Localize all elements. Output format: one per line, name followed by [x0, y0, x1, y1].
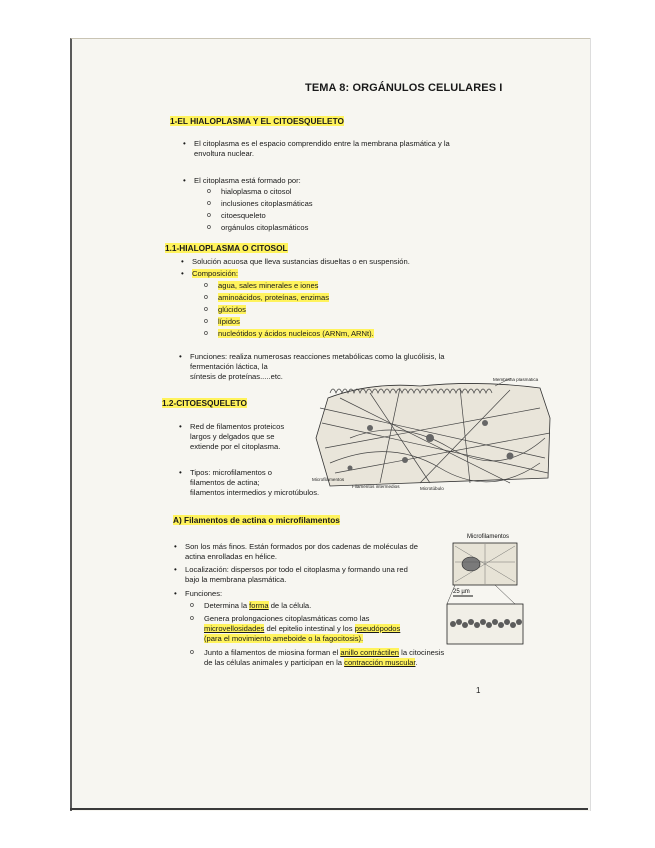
section-a-bullet-2: • Localización: dispersos por todo el citoplasma y formando una red bajo la membrana plasmática.	[185, 565, 408, 585]
page-number: 1	[476, 686, 481, 695]
list-item: o hialoplasma o citosol	[221, 187, 292, 197]
section-1-1-bullet-2: • Composición:	[192, 269, 238, 279]
section-1-2-heading: 1.2-CITOESQUELETO	[162, 398, 247, 408]
list-item: o agua, sales minerales e iones	[218, 281, 318, 291]
intermediate-filament-label: Filamentos intermedios	[352, 484, 400, 489]
function-item-1: o Determina la forma de la célula.	[204, 601, 311, 611]
list-item: o citoesqueleto	[221, 211, 266, 221]
section-1-1-heading: 1.1-HIALOPLASMA O CITOSOL	[165, 243, 288, 253]
scale-label: 25 µm	[453, 589, 470, 595]
figure-title: Microfilamentos	[467, 534, 510, 540]
membrane-label: Membrana plasmática	[493, 378, 539, 382]
section-a-heading: A) Filamentos de actina o microfilamentos	[173, 515, 340, 525]
page-title: TEMA 8: ORGÁNULOS CELULARES I	[305, 82, 503, 94]
page-bottom-edge	[70, 808, 588, 810]
section-a-bullet-3: • Funciones:	[185, 589, 222, 599]
section-1-2-bullet-2: • Tipos: microfilamentos o filamentos de actina; filamentos intermedios y microtúbulos.	[190, 468, 319, 498]
section-a-bullet-1: • Son los más finos. Están formados por dos cadenas de moléculas de actina enrolladas en hélice.	[185, 542, 418, 562]
section-1-1-bullet-1: • Solución acuosa que lleva sustancias disueltas o en suspensión.	[192, 257, 410, 267]
cytoskeleton-diagram	[310, 378, 560, 496]
section-1-heading: 1-EL HIALOPLASMA Y EL CITOESQUELETO	[170, 116, 344, 126]
microfilament-figure	[445, 532, 525, 647]
section-1-bullet-1: • El citoplasma es el espacio comprendido entre la membrana plasmática y la envoltura nuclear.	[194, 139, 450, 159]
microfilament-label: Microfilamentos	[312, 477, 345, 482]
section-1-1-functions: • Funciones: realiza numerosas reacciones metabólicas como la glucólisis, la fermentación láctica, la síntesis de proteínas.....etc.	[190, 352, 490, 382]
list-item: o glúcidos	[218, 305, 246, 315]
function-item-2: o Genera prolongaciones citoplasmáticas como las microvellosidades del epitelio intestinal y los pseudópodos (para el movimiento ameboide o la fagocitosis).	[204, 614, 442, 644]
section-1-2-bullet-1: • Red de filamentos proteicos largos y delgados que se extiende por el citoplasma.	[190, 422, 284, 452]
section-1-bullet-2: • El citoplasma está formado por:	[194, 176, 301, 186]
microtubule-label: Microtúbulo	[420, 486, 444, 491]
list-item: o inclusiones citoplasmáticas	[221, 199, 313, 209]
list-item: o orgánulos citoplasmáticos	[221, 223, 308, 233]
list-item: o lípidos	[218, 317, 240, 327]
list-item: o aminoácidos, proteínas, enzimas	[218, 293, 329, 303]
list-item: o nucleótidos y ácidos nucleicos (ARNm, ARNt).	[218, 329, 374, 339]
function-item-3: o Junto a filamentos de miosina forman el anillo contráctilen la citocinesis de las células animales y participan en la contracción muscular.	[204, 648, 444, 668]
